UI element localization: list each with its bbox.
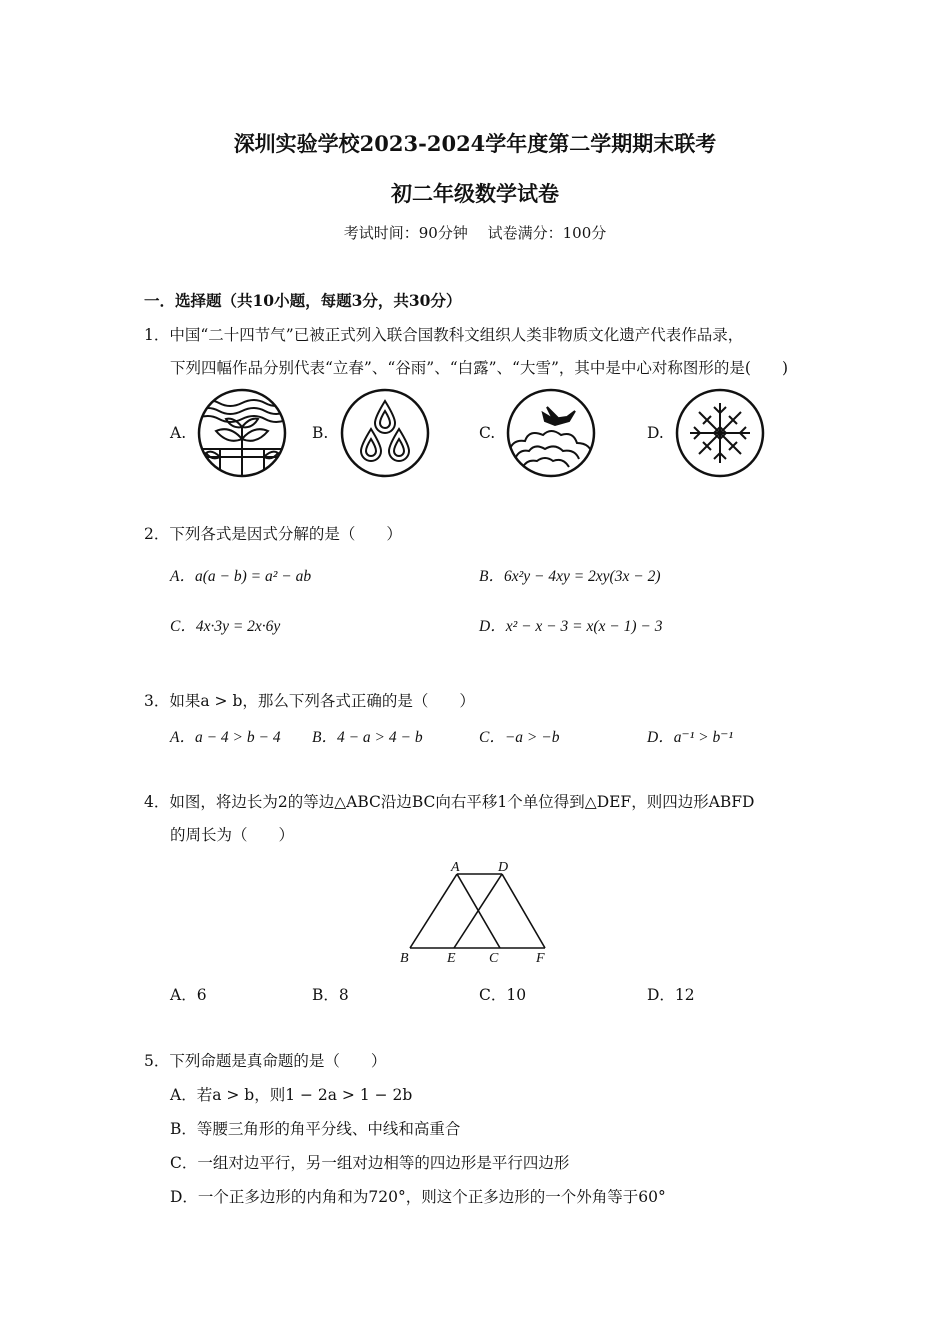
q2-option-a: A．a(a − b) = a² − ab	[170, 568, 312, 585]
q5-option-d: D．一个正多边形的内角和为720°，则这个正多边形的一个外角等于60°	[170, 1188, 666, 1206]
q4-option-c: C．10	[479, 986, 527, 1004]
segment-de	[454, 874, 502, 948]
segment-ab	[410, 874, 457, 948]
q1-option-c-label: C.	[479, 424, 496, 442]
q3-stem: 3．如果a > b，那么下列各式正确的是（ ）	[144, 692, 475, 710]
point-label-b: B	[400, 951, 409, 966]
q2-option-c: C．4x·3y = 2x·6y	[170, 618, 281, 635]
point-label-c: C	[489, 951, 499, 966]
q2-option-d: D．x² − x − 3 = x(x − 1) − 3	[479, 618, 663, 635]
q5-option-c: C．一组对边平行，另一组对边相等的四边形是平行四边形	[170, 1154, 570, 1172]
exam-subtitle: 初二年级数学试卷	[391, 181, 559, 206]
q5-stem: 5．下列命题是真命题的是（ ）	[144, 1052, 387, 1070]
q4-stem-line2: 的周长为（ ）	[170, 826, 295, 844]
q1-stem-line2: 下列四幅作品分别代表“立春”、“谷雨”、“白露”、“大雪”，其中是中心对称图形的是( )	[170, 359, 788, 377]
q1-option-a-label: A.	[170, 424, 187, 442]
q3-option-a: A．a − 4 > b − 4	[170, 729, 281, 746]
q2-stem: 2．下列各式是因式分解的是（ ）	[144, 525, 402, 543]
q5-option-b: B．等腰三角形的角平分线、中线和高重合	[170, 1120, 461, 1138]
exam-title: 深圳实验学校2023-2024学年度第二学期期末联考	[233, 131, 717, 156]
q1-option-d-label: D.	[647, 424, 664, 442]
q1-option-b-image-raindrops-icon	[339, 387, 431, 479]
section-heading: 一．选择题（共10小题，每题3分，共30分）	[144, 291, 462, 310]
q3-option-d: D．a⁻¹ > b⁻¹	[647, 729, 734, 746]
q2-option-b: B．6x²y − 4xy = 2xy(3x − 2)	[479, 568, 661, 585]
q3-option-c: C．−a > −b	[479, 729, 560, 746]
q4-figure-triangles	[390, 856, 560, 968]
q3-option-b: B．4 − a > 4 − b	[312, 729, 423, 746]
q4-option-a: A．6	[170, 986, 207, 1004]
q1-option-a-image-spring-icon	[196, 387, 288, 479]
point-label-a: A	[451, 860, 460, 875]
q1-option-d-image-snowflake-icon	[674, 387, 766, 479]
q4-stem-line1: 4．如图，将边长为2的等边△ABC沿边BC向右平移1个单位得到△DEF，则四边形ABFD	[144, 793, 755, 811]
q1-option-c-image-bird-clouds-icon	[505, 387, 597, 479]
exam-info: 考试时间：90分钟 试卷满分：100分	[343, 224, 607, 242]
q5-option-a: A．若a > b，则1 − 2a > 1 − 2b	[170, 1086, 413, 1104]
q4-option-b: B．8	[312, 986, 349, 1004]
point-label-e: E	[447, 951, 456, 966]
q1-option-b-label: B.	[312, 424, 329, 442]
segment-df	[502, 874, 545, 948]
point-label-d: D	[498, 860, 509, 875]
q4-option-d: D．12	[647, 986, 695, 1004]
point-label-f: F	[536, 951, 545, 966]
q1-stem-line1: 1．中国“二十四节气”已被正式列入联合国教科文组织人类非物质文化遗产代表作品录，	[144, 326, 744, 344]
